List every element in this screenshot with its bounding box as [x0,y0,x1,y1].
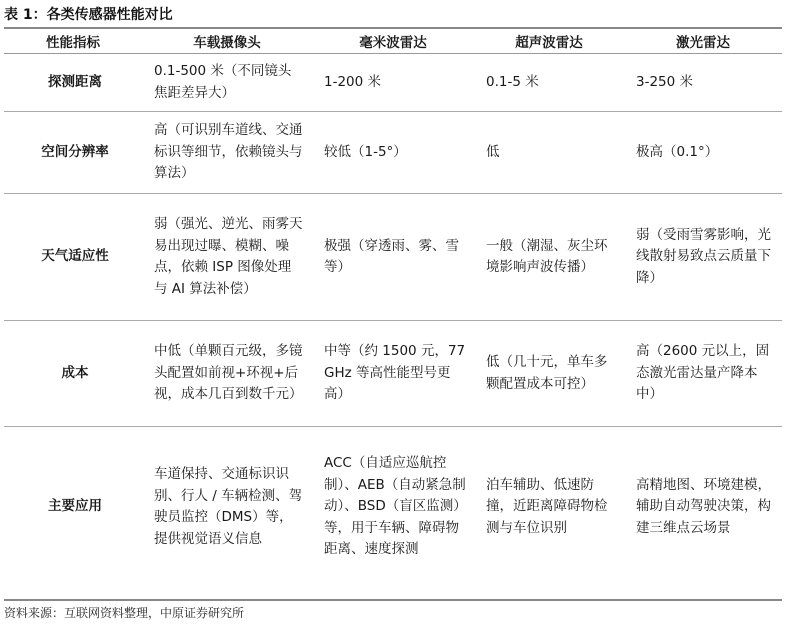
row-label-main-applications: 主要应用 [48,498,102,515]
cell-lidar: 高精地图、环境建模，辅助自动驾驶决策，构建三维点云场景 [636,476,771,536]
header-camera: 车载摄像头 [142,28,312,54]
header-metric: 性能指标 [4,28,142,54]
table-row [4,54,782,112]
source-note: 资料来源：互联网资料整理，中原证券研究所 [4,606,245,620]
header-lidar: 激光雷达 [624,28,782,54]
sensor-comparison-table [4,28,782,587]
cell-ultrasonic-radar: 一般（潮湿、灰尘环境影响声波传播） [474,194,624,321]
table-row [4,427,782,588]
cell-lidar: 极高（0.1°） [624,112,782,194]
cell-ultrasonic-radar: 低 [474,112,624,194]
row-label-weather-adaptability: 天气适应性 [4,194,142,321]
table-row [4,194,782,321]
cell-lidar: 弱（受雨雪雾影响，光线散射易致点云质量下降） [624,194,782,321]
table-row [4,321,782,427]
cell-mmwave-radar: 1-200 米 [312,54,474,112]
cell-ultrasonic-radar: 泊车辅助、低速防撞，近距离障碍物检测与车位识别 [486,476,608,536]
cell-lidar: 高（2600 元以上，固态激光雷达量产降本中） [624,321,782,427]
bottom-rule [4,599,782,601]
cell-ultrasonic-radar: 低（几十元，单车多颗配置成本可控） [474,321,624,427]
row-label-detection-range: 探测距离 [4,54,142,112]
cell-camera: 高（可识别车道线、交通标识等细节，依赖镜头与算法） [142,112,312,194]
cell-mmwave-radar: ACC（自适应巡航控制）、AEB（自动紧急制动）、BSD（盲区监测）等，用于车辆、障碍物距离、速度探测 [324,455,466,558]
row-label-cost: 成本 [4,321,142,427]
cell-camera: 弱（强光、逆光、雨雾天易出现过曝、模糊、噪点，依赖 ISP 图像处理与 AI 算法补偿） [142,194,312,321]
header-ultrasonic-radar: 超声波雷达 [474,28,624,54]
cell-lidar: 3-250 米 [624,54,782,112]
cell-camera: 中低（单颗百元级，多镜头配置如前视+环视+后视，成本几百到数千元） [142,321,312,427]
cell-mmwave-radar: 中等（约 1500 元，77GHz 等高性能型号更高） [312,321,474,427]
table-caption: 表 1：各类传感器性能对比 [4,7,173,23]
cell-camera: 车道保持、交通标识识别、行人 / 车辆检测、驾驶员监控（DMS）等，提供视觉语义信息 [154,466,303,547]
cell-camera: 0.1-500 米（不同镜头焦距差异大） [142,54,312,112]
cell-ultrasonic-radar: 0.1-5 米 [474,54,624,112]
header-mmwave-radar: 毫米波雷达 [312,28,474,54]
row-label-spatial-resolution: 空间分辨率 [4,112,142,194]
table-row [4,112,782,194]
cell-mmwave-radar: 极强（穿透雨、雾、雪等） [312,194,474,321]
header-row [4,28,782,54]
cell-mmwave-radar: 较低（1-5°） [312,112,474,194]
